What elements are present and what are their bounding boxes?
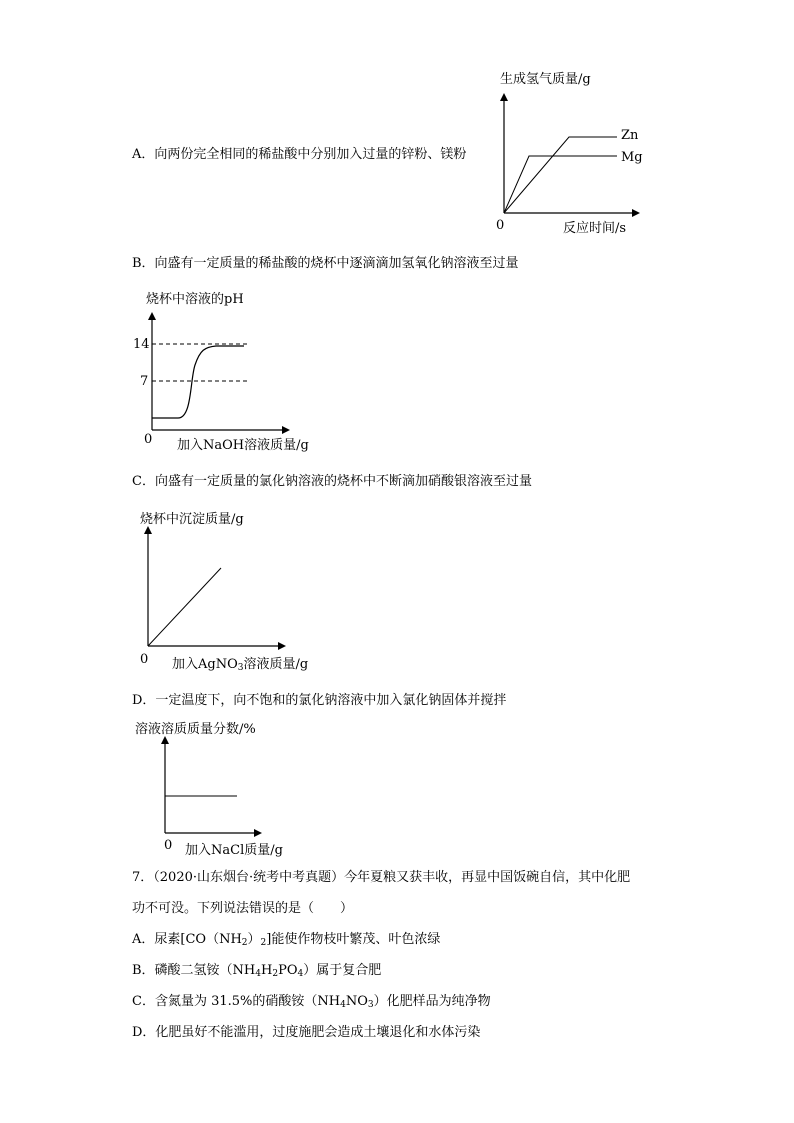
- q7-option-c-pre: C．含氮量为 31.5%的硝酸铵（NH: [132, 994, 341, 1009]
- chart-c-ylabel: 烧杯中沉淀质量/g: [140, 512, 244, 527]
- option-a-text: A．向两份完全相同的稀盐酸中分别加入过量的锌粉、镁粉: [132, 147, 467, 162]
- q7-option-b-post: ）属于复合肥: [303, 963, 382, 978]
- chart-b-tick-7: 7: [140, 374, 149, 389]
- chart-b-ylabel: 烧杯中溶液的pH: [146, 292, 244, 307]
- chart-c-xlabel-sub: 3: [237, 663, 244, 673]
- q7-option-a-sub: 2: [241, 938, 248, 948]
- q7-option-b-pre: B．磷酸二氢铵（NH: [132, 963, 256, 978]
- q7-option-c: [132, 994, 491, 1010]
- q7-stem-line2: 功不可没。下列说法错误的是（ ）: [132, 901, 354, 916]
- option-d-text: D．一定温度下，向不饱和的氯化钠溶液中加入氯化钠固体并搅拌: [132, 693, 507, 708]
- q7-option-c-sub1: 4: [340, 1000, 346, 1010]
- q7-option-c-sub2: 3: [367, 1000, 374, 1010]
- chart-c-xlabel-post: 溶液质量/g: [243, 657, 309, 672]
- q7-stem-line1: 7．（2020·山东烟台·统考中考真题）今年夏粮又获丰收，再显中国饭碗自信，其中化肥: [132, 870, 631, 885]
- q7-option-b-sub2: 2: [272, 969, 279, 979]
- q7-option-a-sub2: 2: [260, 938, 267, 948]
- chart-a-xlabel: 反应时间/s: [563, 221, 627, 236]
- q7-option-a: [132, 932, 440, 948]
- q7-option-c-mid: NO: [345, 994, 368, 1009]
- chart-a-series-mg-label: Mg: [621, 150, 643, 165]
- chart-b-xlabel: 加入NaOH溶液质量/g: [177, 438, 309, 453]
- q7-option-a-mid: ）: [247, 932, 261, 947]
- q7-option-b: [132, 963, 381, 979]
- chart-d-xlabel: 加入NaCl质量/g: [185, 843, 283, 858]
- q7-option-b-mid2: PO: [278, 963, 298, 978]
- chart-c-origin: 0: [140, 652, 149, 667]
- chart-a-series-zn-label: Zn: [621, 128, 639, 143]
- chart-c-xlabel-pre: 加入AgNO: [172, 657, 238, 672]
- chart-b-origin: 0: [144, 432, 153, 447]
- chart-a-ylabel: 生成氢气质量/g: [500, 72, 591, 87]
- chart-d-origin: 0: [164, 838, 173, 853]
- option-b-text: B．向盛有一定质量的稀盐酸的烧杯中逐滴滴加氢氧化钠溶液至过量: [132, 256, 519, 271]
- chart-d-ylabel: 溶液溶质质量分数/%: [135, 722, 256, 737]
- q7-option-b-sub1: 4: [255, 969, 261, 979]
- chart-a-origin: 0: [496, 218, 505, 233]
- option-c-text: C．向盛有一定质量的氯化钠溶液的烧杯中不断滴加硝酸银溶液至过量: [132, 474, 532, 489]
- q7-option-b-mid1: H: [261, 963, 273, 978]
- q7-option-d: D．化肥虽好不能滥用，过度施肥会造成土壤退化和水体污染: [132, 1025, 481, 1040]
- chart-b-tick-14: 14: [133, 337, 150, 352]
- q7-option-a-pre: A．尿素[CO（NH: [132, 932, 242, 947]
- q7-option-a-post: ]能使作物枝叶繁茂、叶色浓绿: [266, 932, 441, 947]
- q7-option-b-sub3: 4: [297, 969, 304, 979]
- q7-option-c-post: ）化肥样品为纯净物: [373, 994, 491, 1009]
